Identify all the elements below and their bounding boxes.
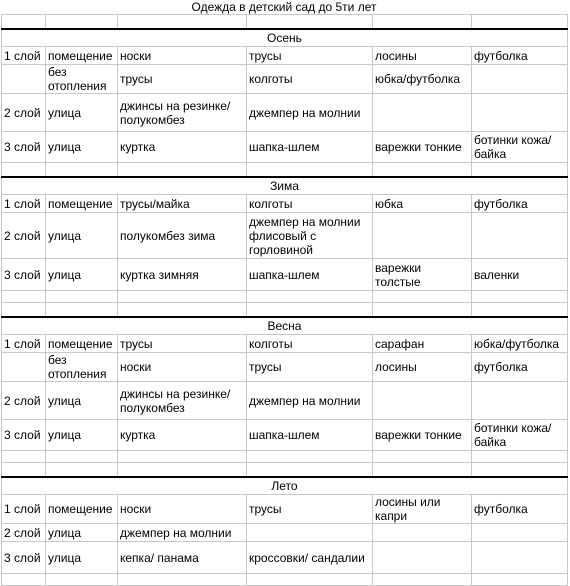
item-cell[interactable] — [373, 213, 472, 259]
place-cell[interactable]: улица — [46, 420, 118, 451]
empty-cell[interactable] — [373, 451, 472, 463]
item-cell[interactable]: джинсы на резинке/ полукомбез — [118, 382, 247, 420]
empty-cell[interactable] — [46, 574, 118, 586]
layer-cell[interactable]: 1 слой — [2, 335, 46, 353]
item-cell[interactable]: футболка — [472, 195, 568, 213]
item-cell[interactable]: носки — [118, 495, 247, 524]
place-cell[interactable]: помещение — [46, 495, 118, 524]
clothing-row — [2, 94, 568, 132]
empty-cell[interactable] — [118, 463, 247, 477]
item-cell[interactable]: футболка — [472, 353, 568, 382]
item-cell[interactable]: лосины или капри — [373, 495, 472, 524]
item-cell[interactable] — [373, 94, 472, 132]
empty-cell[interactable] — [118, 291, 247, 303]
place-cell[interactable]: без отопления — [46, 65, 118, 94]
item-cell[interactable]: колготы — [247, 65, 373, 94]
item-cell[interactable]: ботинки кожа/ байка — [472, 132, 568, 163]
item-cell[interactable]: юбка/футболка — [472, 335, 568, 353]
sheet-title: Одежда в детский сад до 5ти лет — [191, 0, 377, 14]
item-cell[interactable] — [472, 94, 568, 132]
empty-cell[interactable] — [2, 451, 46, 463]
spacer-row — [2, 303, 568, 317]
item-cell[interactable]: трусы — [118, 335, 247, 353]
item-cell[interactable] — [472, 524, 568, 542]
layer-cell[interactable]: 2 слой — [2, 94, 46, 132]
empty-cell[interactable] — [247, 463, 373, 477]
clothing-row — [2, 335, 568, 353]
clothing-table-body — [2, 15, 568, 586]
item-cell[interactable]: джемпер на молнии — [247, 94, 373, 132]
item-cell[interactable]: варежки толстые — [373, 259, 472, 291]
item-cell[interactable]: футболка — [472, 495, 568, 524]
item-cell[interactable]: джемпер на молнии — [118, 524, 247, 542]
empty-cell[interactable] — [373, 303, 472, 317]
layer-cell[interactable]: 1 слой — [2, 195, 46, 213]
empty-cell[interactable] — [118, 574, 247, 586]
item-cell[interactable]: трусы/майка — [118, 195, 247, 213]
layer-cell[interactable] — [2, 353, 46, 382]
layer-cell[interactable]: 1 слой — [2, 47, 46, 65]
clothing-row — [2, 420, 568, 451]
empty-cell[interactable] — [472, 574, 568, 586]
spacer-row — [2, 163, 568, 177]
place-cell[interactable]: улица — [46, 132, 118, 163]
empty-cell[interactable] — [46, 451, 118, 463]
empty-cell[interactable] — [373, 291, 472, 303]
item-cell[interactable]: юбка/футболка — [373, 65, 472, 94]
empty-cell[interactable] — [46, 303, 118, 317]
item-cell[interactable]: джемпер на молнии флисовый с горловиной — [247, 213, 373, 259]
place-cell[interactable]: улица — [46, 542, 118, 574]
season-title[interactable]: Осень — [2, 29, 568, 47]
layer-cell[interactable]: 2 слой — [2, 382, 46, 420]
empty-cell[interactable] — [472, 291, 568, 303]
clothing-row — [2, 382, 568, 420]
empty-cell[interactable] — [2, 15, 46, 29]
place-cell[interactable]: улица — [46, 213, 118, 259]
clothing-row — [2, 259, 568, 291]
item-cell[interactable]: лосины — [373, 47, 472, 65]
item-cell[interactable]: ботинки кожа/ байка — [472, 420, 568, 451]
item-cell[interactable]: юбка — [373, 195, 472, 213]
item-cell[interactable]: лосины — [373, 353, 472, 382]
empty-cell[interactable] — [46, 291, 118, 303]
spacer-row — [2, 15, 568, 29]
item-cell[interactable]: куртка — [118, 132, 247, 163]
clothing-row — [2, 353, 568, 382]
spacer-row — [2, 451, 568, 463]
place-cell[interactable]: помещение — [46, 195, 118, 213]
item-cell[interactable] — [472, 542, 568, 574]
empty-cell[interactable] — [247, 291, 373, 303]
item-cell[interactable]: валенки — [472, 259, 568, 291]
layer-cell[interactable]: 3 слой — [2, 420, 46, 451]
item-cell[interactable]: трусы — [247, 495, 373, 524]
item-cell[interactable] — [373, 382, 472, 420]
layer-cell[interactable]: 2 слой — [2, 213, 46, 259]
empty-cell[interactable] — [2, 574, 46, 586]
empty-cell[interactable] — [472, 15, 568, 29]
item-cell[interactable]: куртка — [118, 420, 247, 451]
item-cell[interactable]: сарафан — [373, 335, 472, 353]
item-cell[interactable]: кроссовки/ сандалии — [247, 542, 373, 574]
clothing-table — [1, 14, 568, 586]
season-title[interactable]: Лето — [2, 477, 568, 495]
empty-cell[interactable] — [118, 303, 247, 317]
layer-cell[interactable]: 2 слой — [2, 524, 46, 542]
empty-cell[interactable] — [373, 574, 472, 586]
place-cell[interactable]: улица — [46, 382, 118, 420]
item-cell[interactable]: колготы — [247, 335, 373, 353]
empty-cell[interactable] — [2, 163, 46, 177]
layer-cell[interactable]: 3 слой — [2, 259, 46, 291]
item-cell[interactable]: трусы — [247, 353, 373, 382]
item-cell[interactable] — [472, 213, 568, 259]
season-title[interactable]: Весна — [2, 317, 568, 335]
season-header-row — [2, 29, 568, 47]
season-title[interactable]: Зима — [2, 177, 568, 195]
item-cell[interactable] — [472, 382, 568, 420]
spacer-row — [2, 291, 568, 303]
place-cell[interactable]: улица — [46, 524, 118, 542]
clothing-row — [2, 195, 568, 213]
item-cell[interactable]: носки — [118, 353, 247, 382]
item-cell[interactable]: футболка — [472, 47, 568, 65]
item-cell[interactable]: джинсы на резинке/ полукомбез — [118, 94, 247, 132]
empty-cell[interactable] — [118, 163, 247, 177]
layer-cell[interactable]: 3 слой — [2, 132, 46, 163]
clothing-row — [2, 132, 568, 163]
empty-cell[interactable] — [46, 463, 118, 477]
clothing-row — [2, 47, 568, 65]
place-cell[interactable]: помещение — [46, 335, 118, 353]
empty-cell[interactable] — [2, 463, 46, 477]
item-cell[interactable]: трусы — [118, 65, 247, 94]
item-cell[interactable] — [472, 65, 568, 94]
spacer-row — [2, 463, 568, 477]
empty-cell[interactable] — [247, 451, 373, 463]
empty-cell[interactable] — [2, 291, 46, 303]
item-cell[interactable] — [373, 542, 472, 574]
item-cell[interactable]: варежки тонкие — [373, 420, 472, 451]
place-cell[interactable]: улица — [46, 94, 118, 132]
layer-cell[interactable]: 1 слой — [2, 495, 46, 524]
item-cell[interactable] — [247, 524, 373, 542]
season-header-row — [2, 477, 568, 495]
empty-cell[interactable] — [247, 163, 373, 177]
empty-cell[interactable] — [472, 303, 568, 317]
item-cell[interactable]: джемпер на молнии — [247, 382, 373, 420]
empty-cell[interactable] — [247, 15, 373, 29]
place-cell[interactable]: улица — [46, 259, 118, 291]
item-cell[interactable]: шапка-шлем — [247, 132, 373, 163]
empty-cell[interactable] — [373, 15, 472, 29]
item-cell[interactable]: трусы — [247, 47, 373, 65]
place-cell[interactable]: без отопления — [46, 353, 118, 382]
empty-cell[interactable] — [118, 15, 247, 29]
empty-cell[interactable] — [472, 163, 568, 177]
layer-cell[interactable]: 3 слой — [2, 542, 46, 574]
spacer-row — [2, 574, 568, 586]
empty-cell[interactable] — [472, 451, 568, 463]
item-cell[interactable] — [373, 524, 472, 542]
empty-cell[interactable] — [373, 463, 472, 477]
empty-cell[interactable] — [247, 574, 373, 586]
empty-cell[interactable] — [373, 163, 472, 177]
empty-cell[interactable] — [2, 303, 46, 317]
item-cell[interactable]: шапка-шлем — [247, 420, 373, 451]
clothing-row — [2, 542, 568, 574]
empty-cell[interactable] — [472, 463, 568, 477]
clothing-row — [2, 65, 568, 94]
empty-cell[interactable] — [46, 163, 118, 177]
item-cell[interactable]: куртка зимняя — [118, 259, 247, 291]
place-cell[interactable]: помещение — [46, 47, 118, 65]
item-cell[interactable]: полукомбез зима — [118, 213, 247, 259]
layer-cell[interactable] — [2, 65, 46, 94]
item-cell[interactable]: варежки тонкие — [373, 132, 472, 163]
clothing-row — [2, 524, 568, 542]
clothing-row — [2, 495, 568, 524]
clothing-row — [2, 213, 568, 259]
season-header-row — [2, 177, 568, 195]
item-cell[interactable]: носки — [118, 47, 247, 65]
item-cell[interactable]: колготы — [247, 195, 373, 213]
empty-cell[interactable] — [118, 451, 247, 463]
season-header-row — [2, 317, 568, 335]
item-cell[interactable]: шапка-шлем — [247, 259, 373, 291]
empty-cell[interactable] — [247, 303, 373, 317]
empty-cell[interactable] — [46, 15, 118, 29]
item-cell[interactable]: кепка/ панама — [118, 542, 247, 574]
